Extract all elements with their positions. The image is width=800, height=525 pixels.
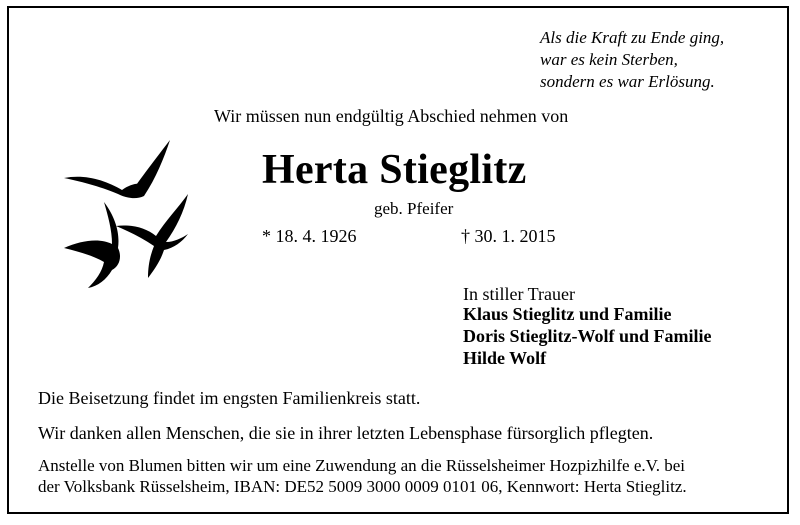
donation-note (38, 455, 687, 497)
mourning-label: In stiller Trauer (463, 284, 575, 304)
mourners-list (463, 303, 711, 369)
donation-line: Anstelle von Blumen bitten wir um eine Zuwendung an die Rüsselsheimer Hozpizhilfe e.V. bei (38, 456, 685, 475)
motto-line: war es kein Sterben, (540, 50, 678, 69)
death-date: † 30. 1. 2015 (461, 226, 556, 246)
mourner-name: Doris Stieglitz-Wolf und Familie (463, 326, 712, 346)
funeral-note: Die Beisetzung findet im engsten Familienkreis statt. (38, 388, 421, 408)
birth-name: geb. Pfeifer (374, 199, 454, 218)
donation-line: der Volksbank Rüsselsheim, IBAN: DE52 5009 3000 0009 0101 06, Kennwort: Herta Stieglitz. (38, 477, 687, 496)
mourner-name: Klaus Stieglitz und Familie (463, 304, 672, 324)
motto (540, 27, 724, 93)
motto-line: sondern es war Erlösung. (540, 72, 715, 91)
flying-birds-icon (60, 138, 200, 288)
mourner-name: Hilde Wolf (463, 348, 547, 368)
motto-line: Als die Kraft zu Ende ging, (540, 28, 725, 47)
deceased-name: Herta Stieglitz (262, 147, 527, 193)
intro-text: Wir müssen nun endgültig Abschied nehmen von (214, 106, 569, 126)
thanks-note: Wir danken allen Menschen, die sie in ihrer letzten Lebensphase fürsorglich pflegten. (38, 423, 654, 443)
birth-date: * 18. 4. 1926 (262, 226, 357, 246)
